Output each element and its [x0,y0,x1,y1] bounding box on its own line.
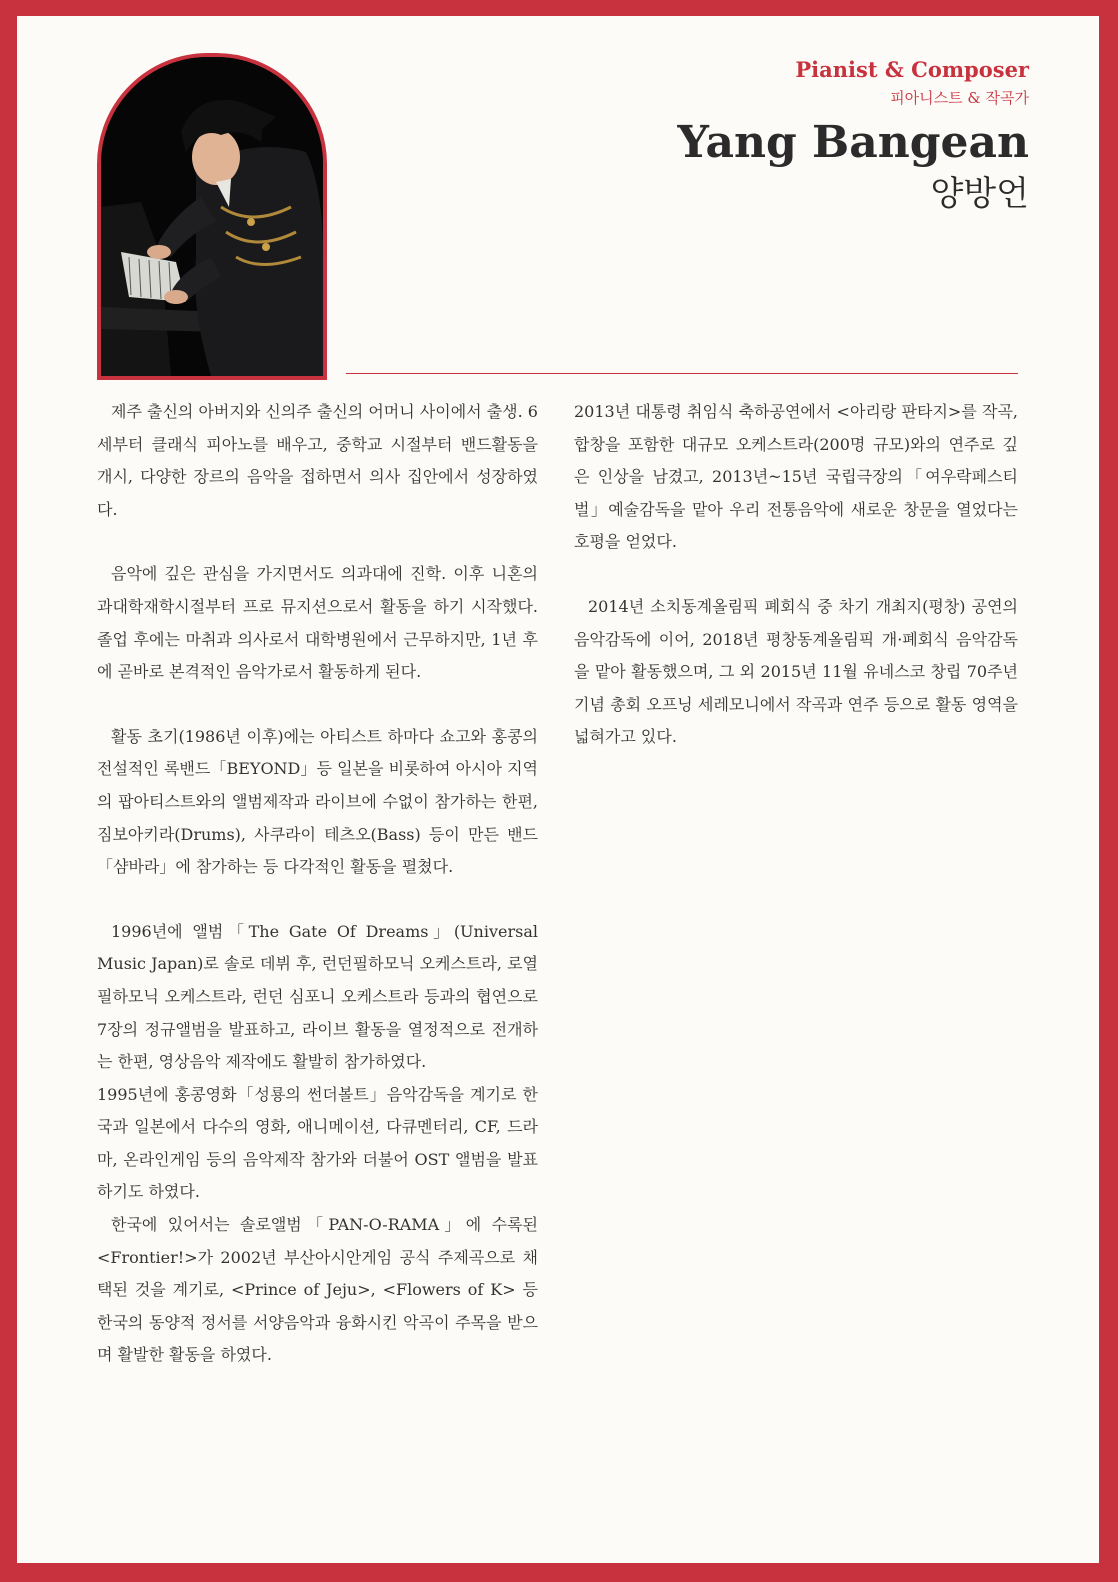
biography-left-column [97,396,538,1372]
bio-paragraph: 2013년 대통령 취임식 축하공연에서 <아리랑 판타지>를 작곡, 합창을 포함한 대규모 오케스트라(200명 규모)와의 연주로 깊은 인상을 남겼고, 2013년~15년 국립극장의「여우락페스티벌」예술감독을 맡아 우리 전통음악에 새로운 창문을 열었다는 호평을 얻었다. [574,402,1018,552]
bio-paragraph: 2014년 소치동계올림픽 폐회식 중 차기 개최지(평창) 공연의 음악감독에 이어, 2018년 평창동계올림픽 개·폐회식 음악감독을 맡아 활동했으며, 그 외 2015년 11월 유네스코 창립 70주년 기념 총회 오프닝 세레모니에서 작곡과 연주 등으로 활동 영역을 넓혀가고 있다. [574,596,1018,747]
artist-photo [97,53,327,380]
title-block [677,56,1029,216]
artist-name-korean: 양방언 [930,174,1029,214]
artist-name-english: Yang Bangean [677,117,1029,168]
bio-paragraph: 1995년에 홍콩영화「성룡의 썬더볼트」음악감독을 계기로 한국과 일본에서 다수의 영화, 애니메이션, 다큐멘터리, CF, 드라마, 온라인게임 등의 음악제작 참가와 더불어 OST 앨범을 발표하기도 하였다. [97,1084,538,1202]
role-korean: 피아니스트 & 작곡가 [890,89,1029,107]
bio-paragraph: 1996년에 앨범「The Gate Of Dreams」(Universal Music Japan)로 솔로 데뷔 후, 런던필하모닉 오케스트라, 로열필하모닉 오케스트라, 런던 심포니 오케스트라 등과의 협연으로 7장의 정규앨범을 발표하고, 라이브 활동을 열정적으로 전개하는 한편, 영상음악 제작에도 활발히 참가하였다. [97,921,538,1072]
role-english: Pianist & Composer [795,57,1029,82]
bio-paragraph: 활동 초기(1986년 이후)에는 아티스트 하마다 쇼고와 홍콩의 전설적인 록밴드「BEYOND」등 일본을 비롯하여 아시아 지역의 팝아티스트와의 앨범제작과 라이브에 수없이 참가하는 한편, 짐보아키라(Drums), 사쿠라이 테츠오(Bass) 등이 만든 밴드「샴바라」에 참가하는 등 다각적인 활동을 펼쳤다. [97,726,538,877]
profile-sheet [17,16,1099,1563]
bio-paragraph: 제주 출신의 아버지와 신의주 출신의 어머니 사이에서 출생. 6세부터 클래식 피아노를 배우고, 중학교 시절부터 밴드활동을 개시, 다양한 장르의 음악을 접하면서 의사 집안에서 성장하였다. [97,402,538,519]
bio-paragraph: 한국에 있어서는 솔로앨범「PAN-O-RAMA」에 수록된 <Frontier!>가 2002년 부산아시안게임 공식 주제곡으로 채택된 것을 계기로, <Prince of Jeju>, <Flowers of K> 등 한국의 동양적 정서를 서양음악과 융화시킨 악곡이 주목을 받으며 활발한 활동을 하였다. [97,1215,538,1365]
biography-right-column [574,396,1018,754]
bio-paragraph: 음악에 깊은 관심을 가지면서도 의과대에 진학. 이후 니혼의과대학재학시절부터 프로 뮤지션으로서 활동을 하기 시작했다. 졸업 후에는 마취과 의사로서 대학병원에서 근무하지만, 1년 후에 곧바로 본격적인 음악가로서 활동하게 된다. [97,564,538,682]
divider-line [346,373,1018,374]
pianist-photo-illustration [101,57,323,376]
